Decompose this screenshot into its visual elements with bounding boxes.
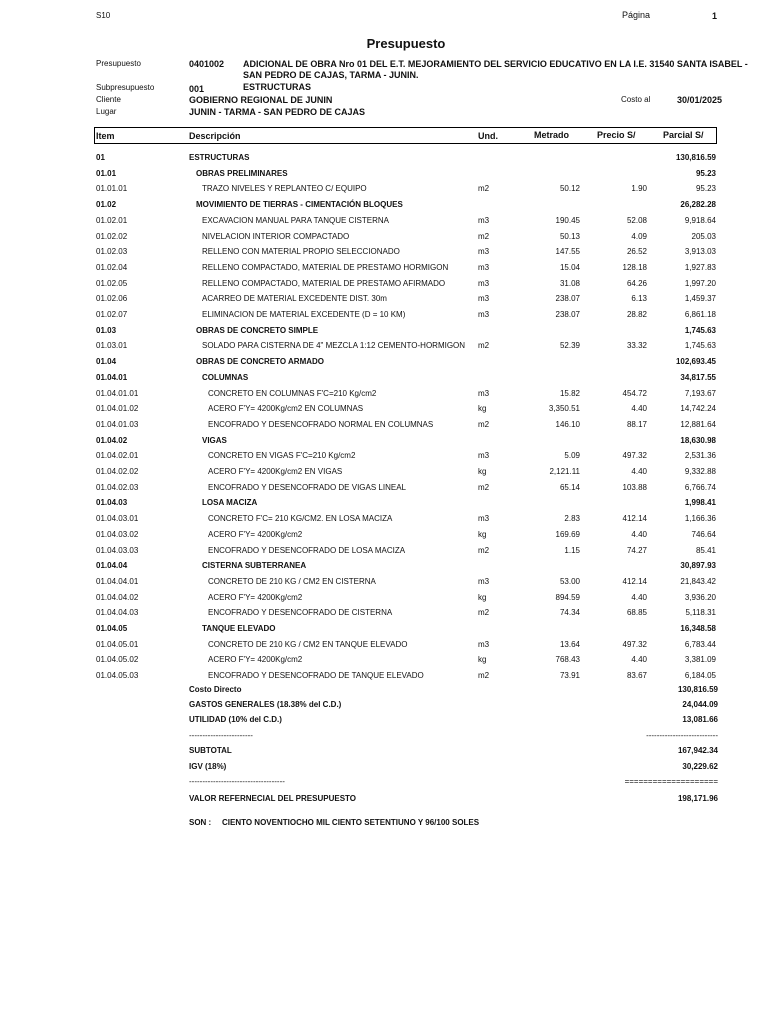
row-metrado: 2,121.11: [549, 467, 580, 476]
lugar-label: Lugar: [96, 107, 117, 116]
subpresupuesto-label: Subpresupuesto: [96, 83, 155, 92]
table-row: [96, 670, 716, 682]
row-description: NIVELACION INTERIOR COMPACTADO: [202, 231, 350, 241]
row-metrado: 31.08: [559, 278, 580, 288]
row-description: RELLENO COMPACTADO, MATERIAL DE PRESTAMO AFIRMADO: [202, 278, 446, 288]
col-precio: Precio S/: [597, 130, 636, 140]
row-description: CONCRETO EN VIGAS F'C=210 Kg/cm2: [208, 451, 356, 461]
row-item-code: 01.04.05.01: [96, 639, 139, 649]
row-metrado: 147.55: [555, 247, 580, 257]
utilidad-value: 13,081.66: [682, 715, 718, 724]
row-precio: 103.88: [622, 482, 647, 492]
dash-separator-left: ------------------------: [189, 731, 253, 740]
row-item-code: 01.02.02: [96, 231, 128, 241]
page-title: Presupuesto: [366, 36, 446, 51]
table-row: [96, 497, 716, 509]
row-parcial: 16,348.58: [680, 624, 716, 633]
row-metrado: 2.83: [564, 514, 580, 524]
row-description: ENCOFRADO Y DESENCOFRADO DE VIGAS LINEAL: [208, 482, 406, 492]
row-metrado: 53.00: [559, 576, 580, 586]
row-parcial: 34,817.55: [680, 372, 716, 382]
row-unit: m2: [478, 545, 490, 555]
row-item-code: 01.04.04.03: [96, 608, 139, 618]
table-row: [96, 231, 716, 243]
row-precio: 128.18: [622, 262, 647, 272]
row-item-code: 01.04.02: [96, 435, 128, 445]
lugar-value: JUNIN - TARMA - SAN PEDRO DE CAJAS: [189, 107, 366, 117]
table-row: [96, 403, 716, 415]
row-description: ACERO F'Y= 4200Kg/cm2: [208, 592, 303, 602]
table-row: [96, 419, 716, 431]
son-label: SON :: [189, 818, 212, 827]
row-description: CONCRETO DE 210 KG / CM2 EN TANQUE ELEVADO: [208, 639, 408, 649]
row-parcial: 1,745.63: [684, 325, 716, 335]
presupuesto-description: ADICIONAL DE OBRA Nro 01 DEL E.T. MEJORAMIENTO DEL SERVICIO EDUCATIVO EN LA I.E. 31540 SANTA ISABEL -: [243, 59, 748, 69]
row-item-code: 01.04.05: [96, 624, 128, 633]
row-precio: 4.40: [631, 592, 647, 602]
row-description: TRAZO NIVELES Y REPLANTEO C/ EQUIPO: [202, 184, 367, 194]
row-description: RELLENO COMPACTADO, MATERIAL DE PRESTAMO HORMIGON: [202, 262, 449, 272]
row-unit: m3: [478, 310, 490, 319]
row-description: CONCRETO F'C= 210 KG/CM2. EN LOSA MACIZA: [208, 514, 393, 524]
row-precio: 83.67: [626, 671, 647, 681]
col-parcial: Parcial S/: [663, 130, 704, 140]
row-precio: 412.14: [622, 514, 647, 524]
row-item-code: 01.04.05.02: [96, 655, 139, 665]
row-precio: 4.40: [631, 467, 647, 476]
row-description: CONCRETO EN COLUMNAS F'C=210 Kg/cm2: [208, 388, 377, 398]
table-row: [96, 262, 716, 274]
table-row: [96, 576, 716, 588]
row-parcial: 2,531.36: [684, 451, 716, 461]
row-item-code: 01.04.01: [96, 372, 128, 382]
row-item-code: 01.02.06: [96, 294, 128, 304]
row-parcial: 85.41: [695, 545, 716, 555]
page-number: 1: [712, 11, 718, 21]
table-row: [96, 388, 716, 400]
row-item-code: 01.04.04: [96, 561, 128, 571]
row-item-code: 01: [96, 153, 105, 162]
row-parcial: 21,843.42: [680, 576, 716, 586]
row-description: OBRAS DE CONCRETO SIMPLE: [196, 325, 319, 335]
table-row: [96, 482, 716, 494]
row-precio: 454.72: [622, 388, 647, 398]
row-unit: kg: [478, 655, 487, 665]
row-unit: m2: [478, 419, 490, 429]
costo-date: 30/01/2025: [677, 95, 723, 105]
row-precio: 26.52: [626, 247, 647, 257]
table-row: [96, 592, 716, 604]
row-metrado: 73.91: [559, 671, 580, 681]
col-und: Und.: [478, 131, 498, 141]
table-row: [96, 435, 716, 447]
row-metrado: 768.43: [555, 655, 580, 665]
cliente-label: Cliente: [96, 95, 121, 104]
row-item-code: 01.04.01.03: [96, 419, 139, 429]
row-description: ACARREO DE MATERIAL EXCEDENTE DIST. 30m: [202, 294, 387, 304]
col-item: Item: [96, 131, 115, 141]
row-unit: m3: [478, 262, 490, 272]
row-description: MOVIMIENTO DE TIERRAS - CIMENTACIÓN BLOQUES: [196, 200, 403, 210]
utilidad-label: UTILIDAD (10% del C.D.): [189, 715, 282, 724]
row-item-code: 01.02.03: [96, 247, 128, 257]
row-item-code: 01.04.02.01: [96, 451, 139, 461]
row-metrado: 13.64: [559, 639, 580, 649]
row-item-code: 01.04.04.02: [96, 592, 139, 602]
table-row: [96, 356, 716, 368]
row-description: ENCOFRADO Y DESENCOFRADO NORMAL EN COLUMNAS: [208, 419, 434, 429]
table-row: [96, 560, 716, 572]
row-precio: 497.32: [622, 639, 647, 649]
row-item-code: 01.02: [96, 200, 117, 210]
row-description: CISTERNA SUBTERRANEA: [202, 561, 307, 571]
row-description: ENCOFRADO Y DESENCOFRADO DE CISTERNA: [208, 608, 393, 618]
row-item-code: 01.04.05.03: [96, 671, 139, 681]
row-parcial: 14,742.24: [680, 404, 716, 414]
row-parcial: 1,998.41: [684, 498, 716, 508]
table-row: [96, 278, 716, 290]
row-parcial: 9,918.64: [684, 215, 716, 225]
row-metrado: 15.82: [559, 388, 580, 398]
row-parcial: 130,816.59: [675, 153, 716, 162]
row-unit: m3: [478, 639, 490, 649]
row-metrado: 50.13: [559, 231, 580, 241]
row-parcial: 7,193.67: [684, 388, 716, 398]
table-row: [96, 450, 716, 462]
valor-referencial-value: 198,171.96: [677, 794, 718, 803]
row-metrado: 146.10: [555, 419, 580, 429]
row-precio: 1.90: [631, 184, 647, 194]
row-unit: m2: [478, 671, 490, 681]
row-item-code: 01.02.05: [96, 278, 128, 288]
row-parcial: 6,783.44: [684, 639, 716, 649]
row-item-code: 01.03.01: [96, 341, 128, 351]
row-unit: m3: [478, 278, 490, 288]
row-parcial: 26,282.28: [680, 200, 716, 210]
row-item-code: 01.04.03.02: [96, 529, 139, 539]
row-unit: kg: [478, 467, 487, 476]
row-item-code: 01.04.03: [96, 498, 128, 508]
col-descripcion: Descripción: [189, 131, 241, 141]
row-unit: kg: [478, 404, 487, 414]
row-precio: 52.08: [626, 215, 647, 225]
row-item-code: 01.04.02.02: [96, 467, 139, 476]
row-metrado: 190.45: [555, 215, 580, 225]
row-unit: m3: [478, 247, 490, 257]
row-description: SOLADO PARA CISTERNA DE 4" MEZCLA 1:12 CEMENTO-HORMIGON: [202, 341, 466, 351]
row-parcial: 1,166.36: [684, 514, 716, 524]
row-precio: 412.14: [622, 576, 647, 586]
row-unit: m2: [478, 482, 490, 492]
row-description: ACERO F'Y= 4200Kg/cm2: [208, 655, 303, 665]
row-parcial: 5,118.31: [685, 608, 716, 618]
row-description: ELIMINACION DE MATERIAL EXCEDENTE (D = 10 KM): [202, 310, 406, 319]
row-description: ACERO F'Y= 4200Kg/cm2 EN VIGAS: [208, 467, 343, 476]
dash-separator-right: ---------------------------: [646, 731, 718, 740]
row-parcial: 1,927.83: [684, 262, 716, 272]
row-parcial: 205.03: [691, 231, 716, 241]
row-unit: m2: [478, 184, 490, 194]
row-metrado: 15.04: [559, 262, 580, 272]
row-precio: 68.85: [626, 608, 647, 618]
row-description: LOSA MACIZA: [202, 498, 258, 508]
table-row: [96, 152, 716, 164]
row-item-code: 01.04.01.02: [96, 404, 139, 414]
row-precio: 4.09: [631, 231, 647, 241]
row-metrado: 52.39: [559, 341, 580, 351]
valor-referencial-label: VALOR REFERNECIAL DEL PRESUPUESTO: [189, 794, 356, 803]
presupuesto-description-line2: SAN PEDRO DE CAJAS, TARMA - JUNIN.: [243, 70, 419, 80]
row-precio: 4.40: [631, 404, 647, 414]
row-parcial: 95.23: [695, 184, 716, 194]
row-metrado: 169.69: [555, 529, 580, 539]
row-parcial: 9,332.88: [684, 467, 716, 476]
row-parcial: 3,936.20: [684, 592, 716, 602]
row-parcial: 6,184.05: [684, 671, 716, 681]
table-row: [96, 183, 716, 195]
row-parcial: 18,630.98: [680, 435, 716, 445]
table-row: [96, 199, 716, 211]
row-unit: m3: [478, 514, 490, 524]
row-parcial: 12,881.64: [680, 419, 716, 429]
table-row: [96, 654, 716, 666]
row-description: OBRAS DE CONCRETO ARMADO: [196, 357, 325, 367]
row-item-code: 01.04.02.03: [96, 482, 139, 492]
row-precio: 4.40: [631, 655, 647, 665]
page-label: Página: [622, 10, 651, 20]
row-description: EXCAVACION MANUAL PARA TANQUE CISTERNA: [202, 215, 389, 225]
row-unit: kg: [478, 592, 487, 602]
row-precio: 4.40: [631, 529, 647, 539]
row-precio: 74.27: [626, 545, 647, 555]
table-row: [96, 513, 716, 525]
row-parcial: 6,766.74: [684, 482, 716, 492]
table-row: [96, 466, 716, 478]
subpresupuesto-code: 001: [189, 84, 205, 94]
col-metrado: Metrado: [534, 130, 570, 140]
row-description: RELLENO CON MATERIAL PROPIO SELECCIONADO: [202, 247, 400, 257]
row-item-code: 01.04.03.01: [96, 514, 139, 524]
table-row: [96, 545, 716, 557]
costo-directo-value: 130,816.59: [677, 685, 718, 694]
row-unit: kg: [478, 529, 487, 539]
row-description: COLUMNAS: [202, 372, 249, 382]
gastos-generales-label: GASTOS GENERALES (18.38% del C.D.): [189, 700, 342, 709]
system-code: S10: [96, 11, 111, 20]
row-precio: 497.32: [622, 451, 647, 461]
subtotal-label: SUBTOTAL: [189, 746, 232, 755]
row-parcial: 3,913.03: [684, 247, 716, 257]
row-description: ENCOFRADO Y DESENCOFRADO DE LOSA MACIZA: [208, 545, 406, 555]
row-parcial: 95.23: [695, 168, 716, 178]
row-unit: m2: [478, 231, 490, 241]
row-precio: 28.82: [626, 310, 647, 319]
row-description: ENCOFRADO Y DESENCOFRADO DE TANQUE ELEVADO: [208, 671, 424, 681]
subtotal-value: 167,942.34: [677, 746, 718, 755]
row-item-code: 01.02.04: [96, 262, 128, 272]
subpresupuesto-name: ESTRUCTURAS: [243, 82, 312, 92]
row-item-code: 01.04.04.01: [96, 576, 139, 586]
row-item-code: 01.02.07: [96, 310, 128, 319]
son-amount-in-words: CIENTO NOVENTIOCHO MIL CIENTO SETENTIUNO Y 96/100 SOLES: [222, 818, 480, 827]
row-metrado: 1.15: [564, 545, 580, 555]
table-row: [96, 639, 716, 651]
costo-directo-label: Costo Directo: [189, 685, 242, 694]
row-parcial: 1,745.63: [684, 341, 716, 351]
row-item-code: 01.01: [96, 168, 117, 178]
row-metrado: 74.34: [559, 608, 580, 618]
row-item-code: 01.04.01.01: [96, 388, 139, 398]
row-unit: m2: [478, 608, 490, 618]
presupuesto-code: 0401002: [189, 59, 225, 69]
row-unit: m2: [478, 341, 490, 351]
row-description: CONCRETO DE 210 KG / CM2 EN CISTERNA: [208, 576, 376, 586]
igv-value: 30,229.62: [682, 762, 718, 771]
row-description: ESTRUCTURAS: [189, 153, 250, 162]
row-metrado: 5.09: [564, 451, 580, 461]
row-unit: m3: [478, 294, 490, 304]
row-precio: 88.17: [626, 419, 647, 429]
table-row: [96, 168, 716, 180]
presupuesto-label: Presupuesto: [96, 59, 141, 68]
igv-label: IGV (18%): [189, 762, 227, 771]
row-parcial: 1,459.37: [684, 294, 716, 304]
row-precio: 64.26: [626, 278, 647, 288]
table-row: [96, 623, 716, 635]
row-item-code: 01.01.01: [96, 184, 128, 194]
costo-label: Costo al: [621, 95, 651, 104]
row-metrado: 238.07: [555, 294, 580, 304]
row-description: ACERO F'Y= 4200Kg/cm2: [208, 529, 303, 539]
row-unit: m3: [478, 388, 490, 398]
table-row: [96, 325, 716, 337]
row-description: VIGAS: [202, 435, 227, 445]
double-line-separator: ====================: [624, 777, 718, 786]
row-item-code: 01.04.03.03: [96, 545, 139, 555]
row-unit: m3: [478, 451, 490, 461]
row-metrado: 3,350.51: [548, 404, 580, 414]
row-metrado: 894.59: [555, 592, 580, 602]
table-row: [96, 246, 716, 258]
row-description: OBRAS PRELIMINARES: [196, 168, 288, 178]
row-metrado: 238.07: [555, 310, 580, 319]
row-precio: 33.32: [626, 341, 647, 351]
row-item-code: 01.04: [96, 357, 117, 367]
row-description: TANQUE ELEVADO: [202, 624, 276, 633]
gastos-generales-value: 24,044.09: [682, 700, 718, 709]
table-row: [96, 309, 716, 321]
row-parcial: 30,897.93: [680, 561, 716, 571]
row-metrado: 65.14: [559, 482, 580, 492]
row-unit: m3: [478, 215, 490, 225]
row-parcial: 102,693.45: [675, 357, 716, 367]
row-description: ACERO F'Y= 4200Kg/cm2 EN COLUMNAS: [208, 404, 364, 414]
row-parcial: 746.64: [691, 529, 716, 539]
row-metrado: 50.12: [559, 184, 580, 194]
row-precio: 6.13: [631, 294, 647, 304]
row-parcial: 6,861.18: [684, 310, 716, 319]
row-item-code: 01.03: [96, 325, 117, 335]
row-parcial: 3,381.09: [684, 655, 716, 665]
dash-separator-left-2: ------------------------------------: [189, 777, 285, 786]
table-row: [96, 293, 716, 305]
cliente-value: GOBIERNO REGIONAL DE JUNIN: [189, 95, 333, 105]
row-unit: m3: [478, 576, 490, 586]
row-parcial: 1,997.20: [684, 278, 716, 288]
table-row: [96, 372, 716, 384]
table-row: [96, 215, 716, 227]
table-row: [96, 607, 716, 619]
table-row: [96, 340, 716, 352]
row-item-code: 01.02.01: [96, 215, 128, 225]
table-row: [96, 529, 716, 541]
